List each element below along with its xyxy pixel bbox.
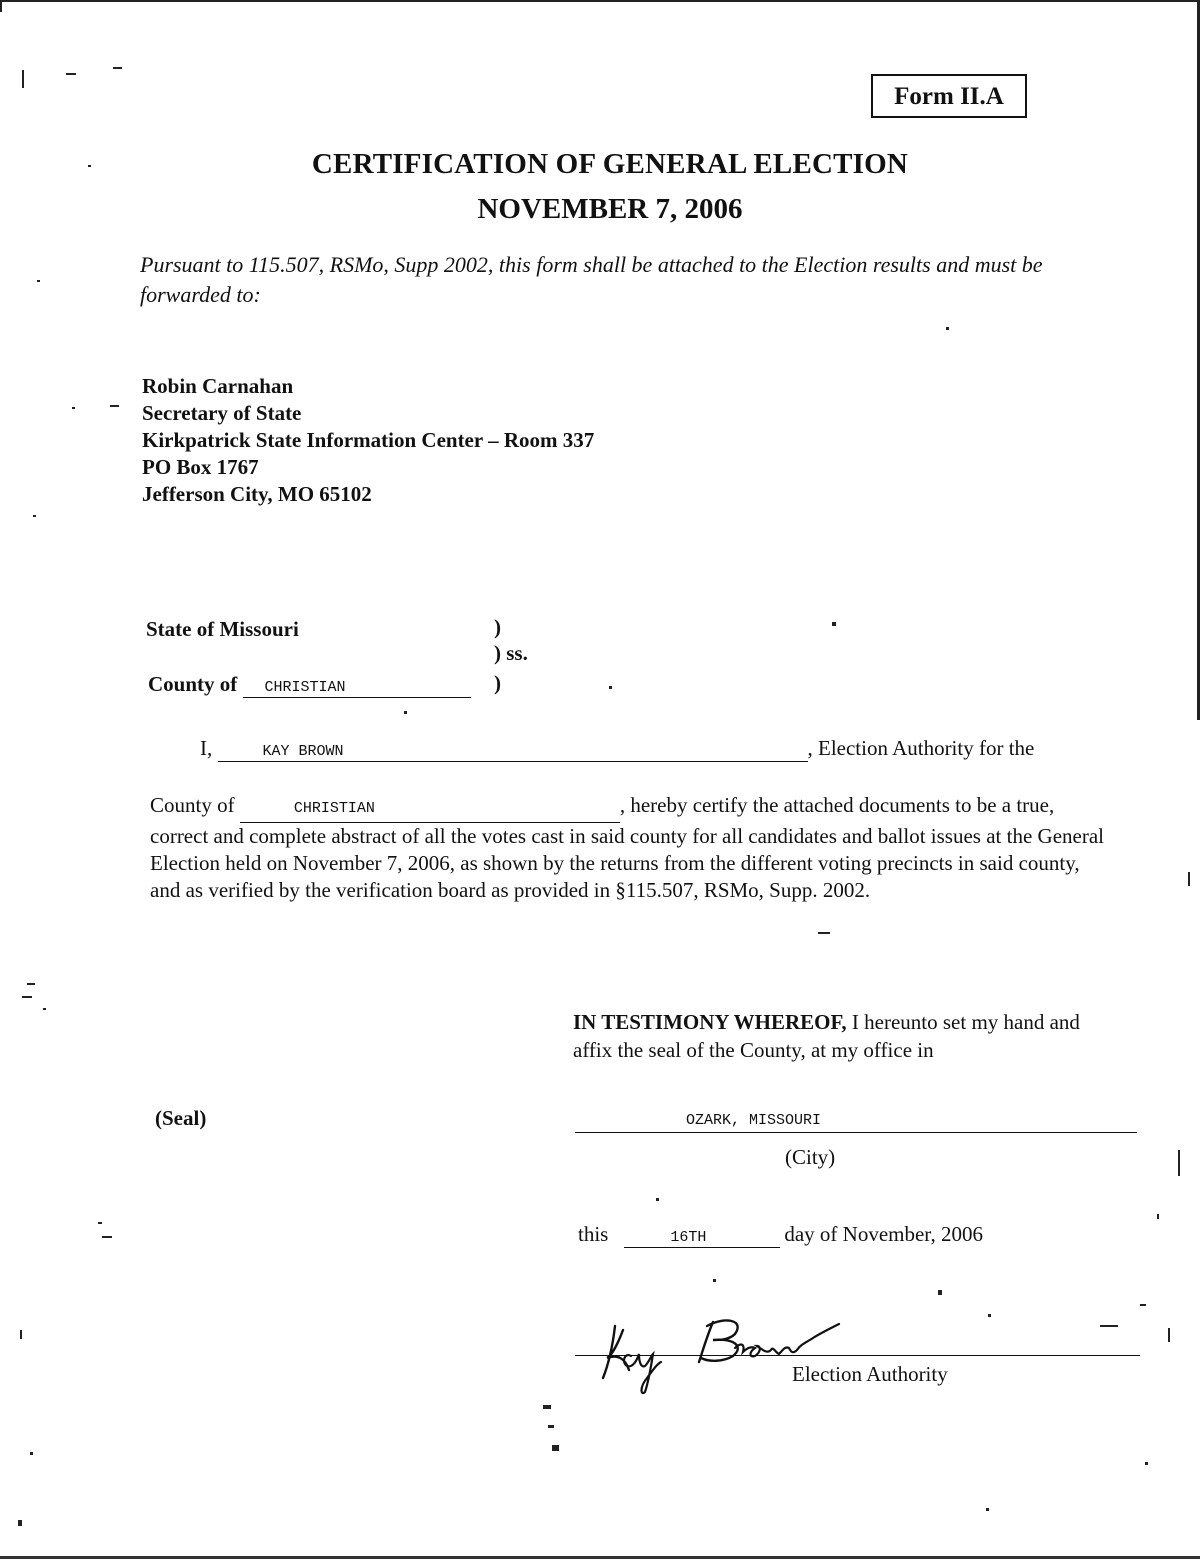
authority-name: KAY BROWN (262, 743, 344, 760)
cert-county-field (240, 792, 620, 823)
testimony-lead: IN TESTIMONY WHEREOF, (573, 1010, 847, 1034)
venue-bracket-bottom: ) (494, 671, 501, 695)
date-prefix: this (578, 1222, 609, 1246)
recipient-po-box: PO Box 1767 (142, 455, 259, 479)
scan-speck (988, 1314, 991, 1317)
document-subtitle: NOVEMBER 7, 2006 (477, 193, 743, 225)
authority-prefix: I, (200, 736, 213, 760)
scan-speck (404, 711, 407, 714)
state-label: State of Missouri (146, 617, 299, 641)
scan-speck (110, 405, 119, 407)
scan-speck (548, 1425, 554, 1428)
scan-speck (66, 73, 76, 75)
cert-county-label: County of (150, 793, 235, 817)
scan-speck (102, 1236, 112, 1238)
scan-speck (818, 932, 830, 934)
scan-speck (946, 327, 949, 330)
bottom-border (0, 1556, 1200, 1559)
election-authority-label: Election Authority (792, 1362, 948, 1386)
authority-name-field (218, 736, 808, 762)
scan-speck (27, 983, 35, 985)
recipient-office: Secretary of State (142, 401, 302, 425)
certification-paragraph (150, 792, 1110, 904)
scan-speck (1140, 1304, 1146, 1306)
venue-bracket-top: ) (494, 615, 501, 639)
scan-speck (609, 686, 612, 689)
authority-suffix: , Election Authority for the (807, 736, 1035, 760)
testimony-paragraph (573, 1008, 1093, 1064)
recipient-city: Jefferson City, MO 65102 (142, 482, 372, 506)
recipient-building: Kirkpatrick State Information Center – Room 337 (142, 428, 595, 452)
recipient-address (142, 373, 594, 508)
scan-speck (22, 70, 24, 88)
scan-speck (98, 1222, 102, 1224)
scan-speck (33, 515, 36, 517)
authority-row (200, 736, 1034, 762)
scan-speck (1157, 1214, 1159, 1219)
date-day-field (624, 1222, 780, 1248)
scan-speck (18, 1520, 22, 1526)
scan-speck (1168, 1328, 1170, 1342)
scan-speck (113, 67, 122, 69)
scan-speck (1178, 1150, 1180, 1176)
scan-speck (543, 1405, 551, 1409)
city-value: OZARK, MISSOURI (686, 1112, 822, 1129)
date-row (578, 1222, 983, 1248)
scan-speck (938, 1290, 942, 1295)
date-day-value: 16TH (670, 1229, 707, 1246)
scan-speck (1100, 1325, 1118, 1327)
scan-speck (43, 1008, 46, 1010)
scan-speck (37, 280, 40, 282)
scan-speck (72, 407, 75, 409)
scan-speck (22, 996, 32, 998)
scan-speck (832, 622, 836, 626)
scan-speck (552, 1445, 559, 1451)
intro-paragraph: Pursuant to 115.507, RSMo, Supp 2002, this form shall be attached to the Election results and must be forwarded to: (140, 252, 1043, 307)
recipient-name: Robin Carnahan (142, 374, 294, 398)
venue-county-row (148, 672, 471, 698)
scan-speck (656, 1198, 659, 1201)
venue-county-value: CHRISTIAN (264, 679, 346, 696)
scan-speck (1188, 872, 1190, 886)
left-border-mark (0, 0, 2, 12)
scan-speck (88, 165, 91, 167)
form-number-box: Form II.A (871, 74, 1027, 118)
city-line (575, 1112, 1137, 1133)
scan-speck (986, 1508, 989, 1511)
scan-speck (30, 1452, 33, 1455)
scan-speck (20, 1330, 22, 1339)
cert-body: , hereby certify the attached documents to be a true, correct and complete abstract of all the votes cast in said county for all candidates and ballot issues at the General Election held on November 7, 2006, as shown by the returns from the different voting precincts in said county, and as verified by the verification board as provided in §115.507, RSMo, Supp. 2002. (150, 793, 1104, 902)
date-suffix: day of November, 2006 (784, 1222, 983, 1246)
testimony-rest: I hereunto set my hand and affix the seal of the County, at my office in (573, 1010, 1080, 1062)
venue-ss: ) ss. (494, 641, 528, 665)
venue-county-field (243, 672, 471, 698)
cert-county-value: CHRISTIAN (293, 800, 375, 817)
top-border (0, 0, 1200, 2)
scan-speck (713, 1279, 716, 1282)
scan-speck (1145, 1462, 1148, 1465)
seal-label: (Seal) (155, 1106, 207, 1130)
document-title: CERTIFICATION OF GENERAL ELECTION (311, 148, 909, 180)
city-label: (City) (785, 1145, 836, 1169)
venue-county-label: County of (148, 672, 238, 696)
